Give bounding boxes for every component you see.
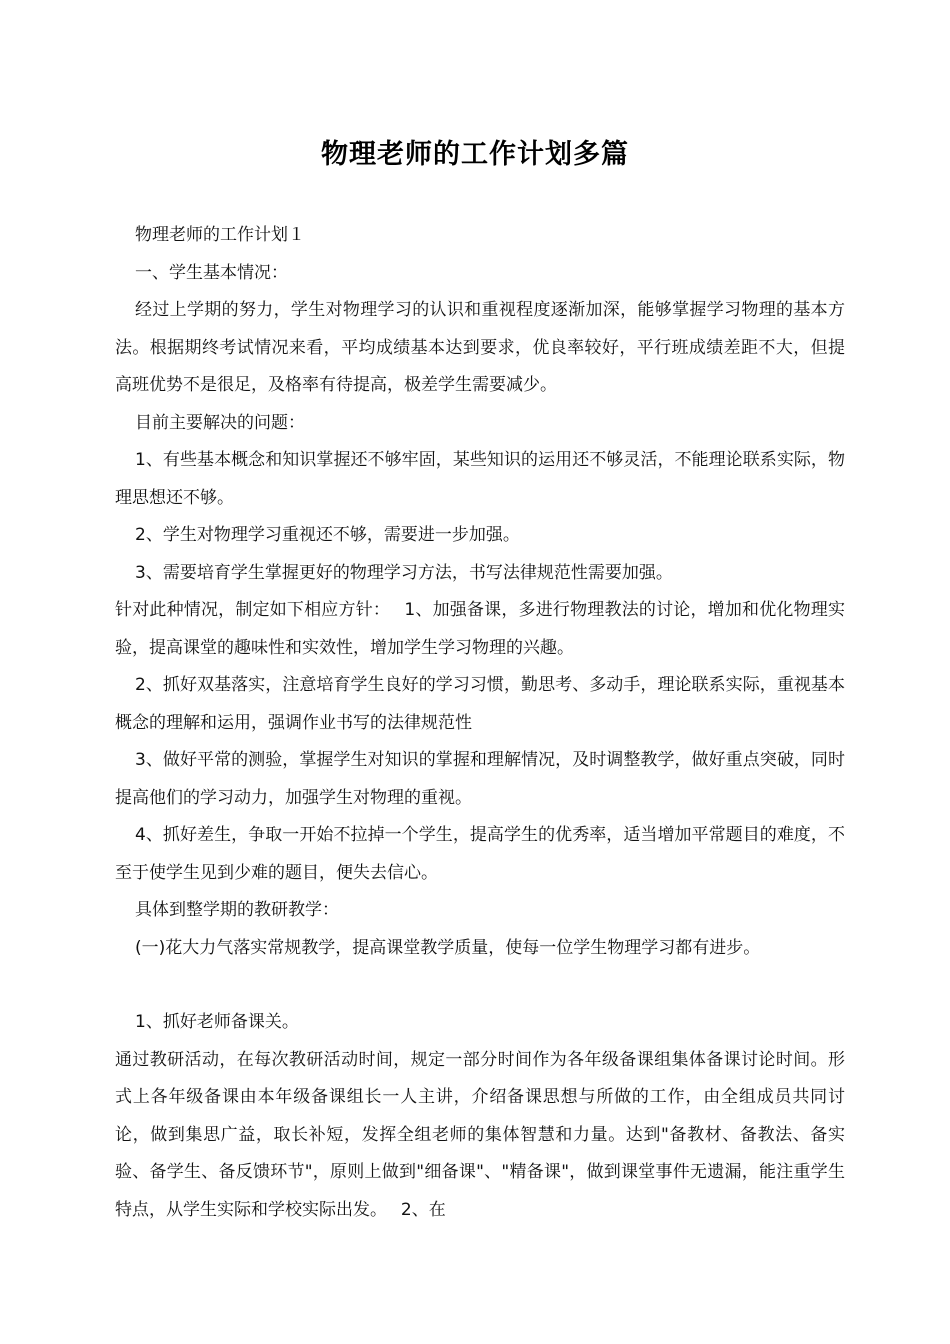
list-item: 1、抓好老师备课关。 [135, 1012, 299, 1032]
document-title: 物理老师的工作计划多篇 [321, 139, 629, 170]
list-item: 2、抓好双基落实，注意培育学生良好的学习习惯，勤思考、多动手，理论联系实际，重视基本概念的理解和运用，强调作业书写的法律规范性 [115, 675, 845, 733]
paragraph: (一)花大力气落实常规教学，提高课堂教学质量，使每一位学生物理学习都有进步。 [135, 937, 761, 958]
section-heading: 物理老师的工作计划１ [135, 225, 305, 245]
paragraph: 目前主要解决的问题： [135, 412, 305, 433]
list-item: 3、做好平常的测验，掌握学生对知识的掌握和理解情况，及时调整教学，做好重点突破，同时提高他们的学习动力，加强学生对物理的重视。 [115, 750, 845, 808]
paragraph: 具体到整学期的教研教学： [135, 900, 339, 920]
document-body [115, 217, 845, 1229]
paragraph: 通过教研活动，在每次教研活动时间，规定一部分时间作为各年级备课组集体备课讨论时间。形式上各年级备课由本年级备课组长一人主讲，介绍备课思想与所做的工作，由全组成员共同讨论，做到集思广益，取长补短，发挥全组老师的集体智慧和力量。达到"备教材、备教法、备实验、备学生、备反馈环节"，原则上做到"细备课"、"精备课"，做到课堂事件无遗漏，能注重学生特点，从学生实际和学校实际出发。 2、在 [115, 1049, 845, 1220]
paragraph: 针对此种情况，制定如下相应方针： 1、加强备课，多进行物理教法的讨论，增加和优化物理实验，提高课堂的趣味性和实效性，增加学生学习物理的兴趣。 [115, 600, 845, 658]
list-item: 2、学生对物理学习重视还不够，需要进一步加强。 [135, 525, 520, 545]
paragraph-spacer [115, 967, 845, 1004]
paragraph: 经过上学期的努力，学生对物理学习的认识和重视程度逐渐加深，能够掌握学习物理的基本方法。根据期终考试情况来看，平均成绩基本达到要求，优良率较好，平行班成绩差距不大，但提高班优势不是很足，及格率有待提高，极差学生需要减少。 [115, 300, 845, 395]
list-item: 1、有些基本概念和知识掌握还不够牢固，某些知识的运用还不够灵活，不能理论联系实际，物理思想还不够。 [115, 450, 845, 508]
subsection-heading: 一、学生基本情况： [135, 262, 288, 283]
list-item: 4、抓好差生，争取一开始不拉掉一个学生，提高学生的优秀率，适当增加平常题目的难度，不至于使学生见到少难的题目，便失去信心。 [115, 825, 845, 883]
list-item: 3、需要培育学生掌握更好的物理学习方法，书写法律规范性需要加强。 [135, 562, 673, 583]
